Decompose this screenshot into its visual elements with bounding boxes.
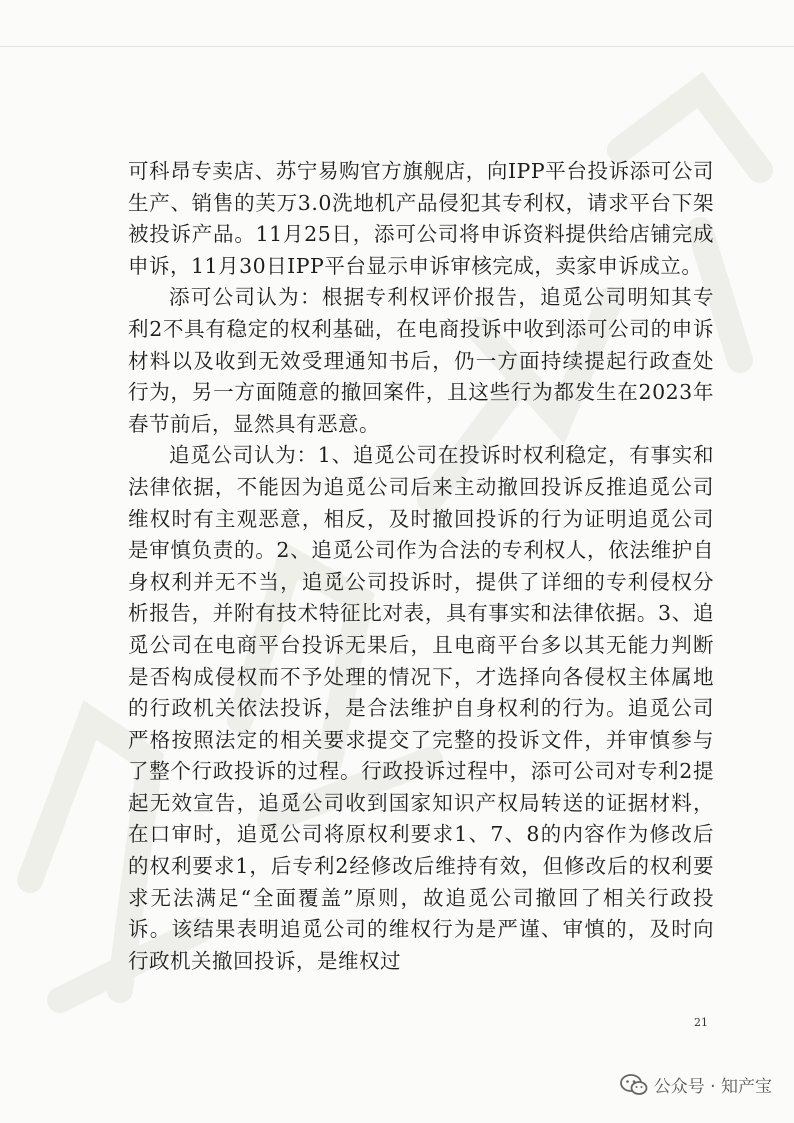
top-rule xyxy=(0,46,794,47)
wechat-icon xyxy=(620,1073,648,1097)
page-number: 21 xyxy=(694,1016,708,1029)
paragraph-dreame-view: 追觅公司认为：1、追觅公司在投诉时权利稳定，有事实和法律依据，不能因为追觅公司后来主动撤回投诉反推追觅公司维权时有主观恶意，相反，及时撤回投诉的行为证明追觅公司是审慎负责的。2、追觅公司作为合法的专利权人，依法维护自身权利并无不当，追觅公司投诉时，提供了详细的专利侵权分析报告，并附有技术特征比对表，具有事实和法律依据。3、追觅公司在电商平台投诉无果后，且电商平台多以其无能力判断是否构成侵权而不予处理的情况下，才选择向各侵权主体属地的行政机关依法投诉，是合法维护自身权利的行为。追觅公司严格按照法定的相关要求提交了完整的投诉文件，并审慎参与了整个行政投诉的过程。行政投诉过程中，添可公司对专利2提起无效宣告，追觅公司收到国家知识产权局转送的证据材料，在口审时，追觅公司将原权利要求1、7、8的内容作为修改后的权利要求1，后专利2经修改后维持有效，但修改后的权利要求无法满足“全面覆盖”原则，故追觅公司撤回了相关行政投诉。该结果表明追觅公司的维权行为是严谨、审慎的，及时向行政机关撤回投诉，是维权过 xyxy=(128,443,714,973)
document-body xyxy=(128,156,714,977)
paragraph-tineco-view: 添可公司认为：根据专利权评价报告，追觅公司明知其专利2不具有稳定的权利基础，在电商投诉中收到添可公司的申诉材料以及收到无效受理通知书后，仍一方面持续提起行政查处行为，另一方面随意的撤回案件，且这些行为都发生在2023年春节前后，显然具有恶意。 xyxy=(128,285,714,436)
wechat-badge-label: 公众号 · 知产宝 xyxy=(653,1077,772,1097)
wechat-account-badge[interactable] xyxy=(620,1072,772,1097)
paragraph-continuation: 可科昂专卖店、苏宁易购官方旗舰店，向IPP平台投诉添可公司生产、销售的芙万3.0洗地机产品侵犯其专利权，请求平台下架被投诉产品。11月25日，添可公司将申诉资料提供给店铺完成申诉，11月30日IPP平台显示申诉审核完成，卖家申诉成立。 xyxy=(128,159,714,278)
